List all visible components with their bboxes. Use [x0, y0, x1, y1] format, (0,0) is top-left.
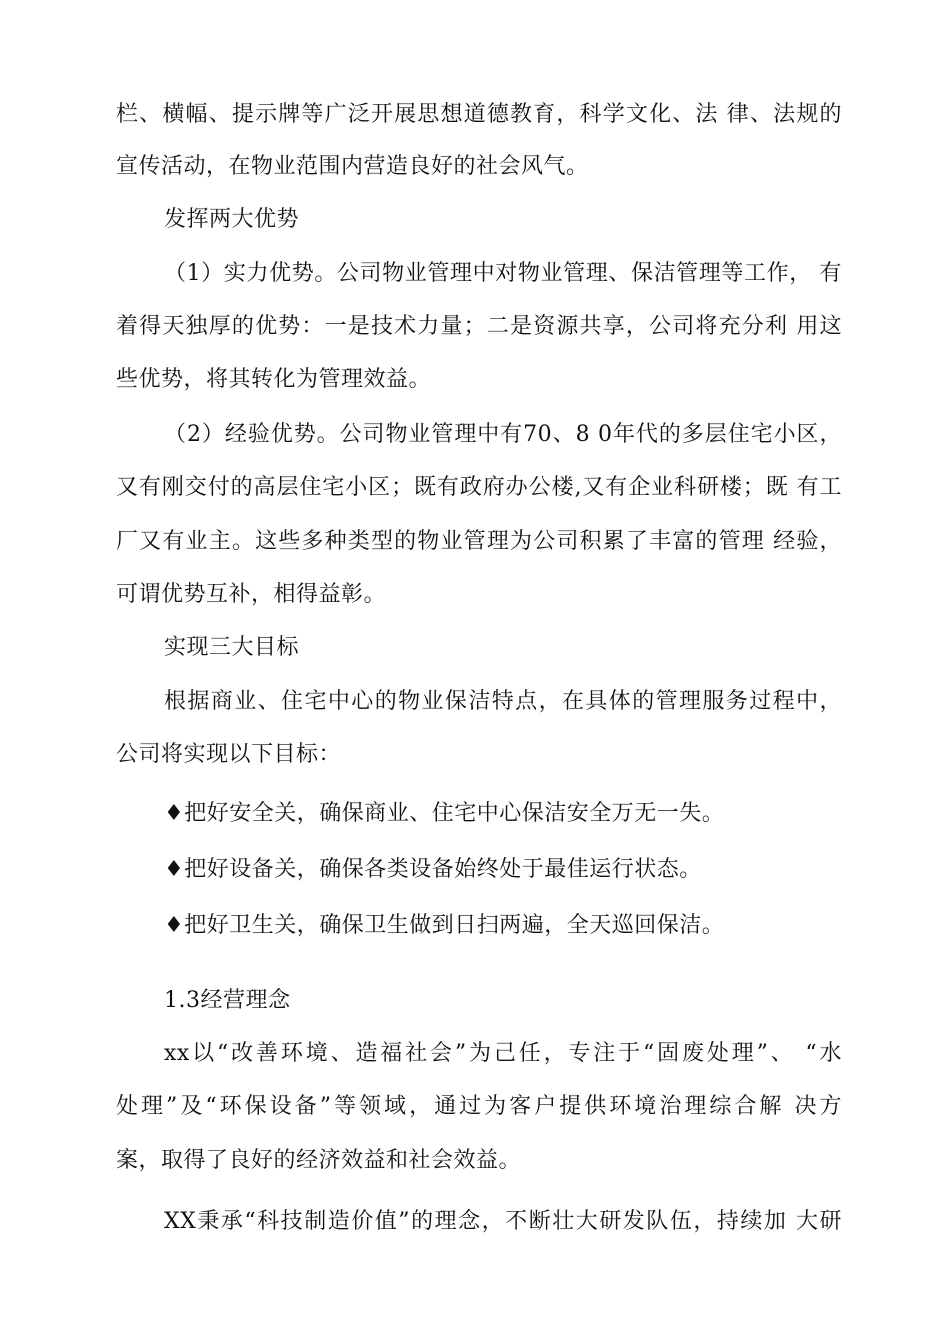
section-heading: 发挥两大优势 — [164, 207, 300, 232]
paragraph-line: 又有刚交付的高层住宅小区；既有政府办公楼,又有企业科研楼；既 有工 — [116, 475, 842, 500]
paragraph-line: （2）经验优势。公司物业管理中有70、8 0年代的多层住宅小区， — [164, 422, 842, 447]
paragraph-line: 根据商业、住宅中心的物业保洁特点，在具体的管理服务过程中， — [164, 689, 842, 714]
paragraph-line: 宣传活动，在物业范围内营造良好的社会风气。 — [116, 154, 589, 179]
paragraph-line: 着得天独厚的优势：一是技术力量；二是资源共享，公司将充分利 用这 — [116, 314, 842, 339]
paragraph-line: 栏、横幅、提示牌等广泛开展思想道德教育，科学文化、法 律、法规的 — [116, 102, 842, 127]
paragraph-line: （1）实力优势。公司物业管理中对物业管理、保洁管理等工作， 有 — [164, 261, 842, 286]
paragraph-line: 处理”及“环保设备”等领域，通过为客户提供环境治理综合解 决方 — [116, 1094, 842, 1119]
paragraph-line: xx以“改善环境、造福社会”为己任，专注于“固废处理”、 “水 — [164, 1041, 842, 1066]
paragraph-line: XX秉承“科技制造价值”的理念，不断壮大研发队伍，持续加 大研 — [164, 1209, 842, 1234]
bullet-item: ♦把好安全关，确保商业、住宅中心保洁安全万无一失。 — [164, 801, 725, 826]
section-heading: 1.3经营理念 — [164, 988, 291, 1013]
paragraph-line: 案，取得了良好的经济效益和社会效益。 — [116, 1148, 522, 1173]
paragraph-line: 些优势，将其转化为管理效益。 — [116, 367, 432, 392]
bullet-item: ♦把好设备关，确保各类设备始终处于最佳运行状态。 — [164, 857, 702, 882]
paragraph-line: 厂又有业主。这些多种类型的物业管理为公司积累了丰富的管理 经验， — [116, 529, 842, 554]
paragraph-line: 公司将实现以下目标： — [116, 742, 342, 767]
section-heading: 实现三大目标 — [164, 635, 300, 660]
paragraph-line: 可谓优势互补，相得益彰。 — [116, 582, 387, 607]
bullet-item: ♦把好卫生关，确保卫生做到日扫两遍，全天巡回保洁。 — [164, 913, 725, 938]
